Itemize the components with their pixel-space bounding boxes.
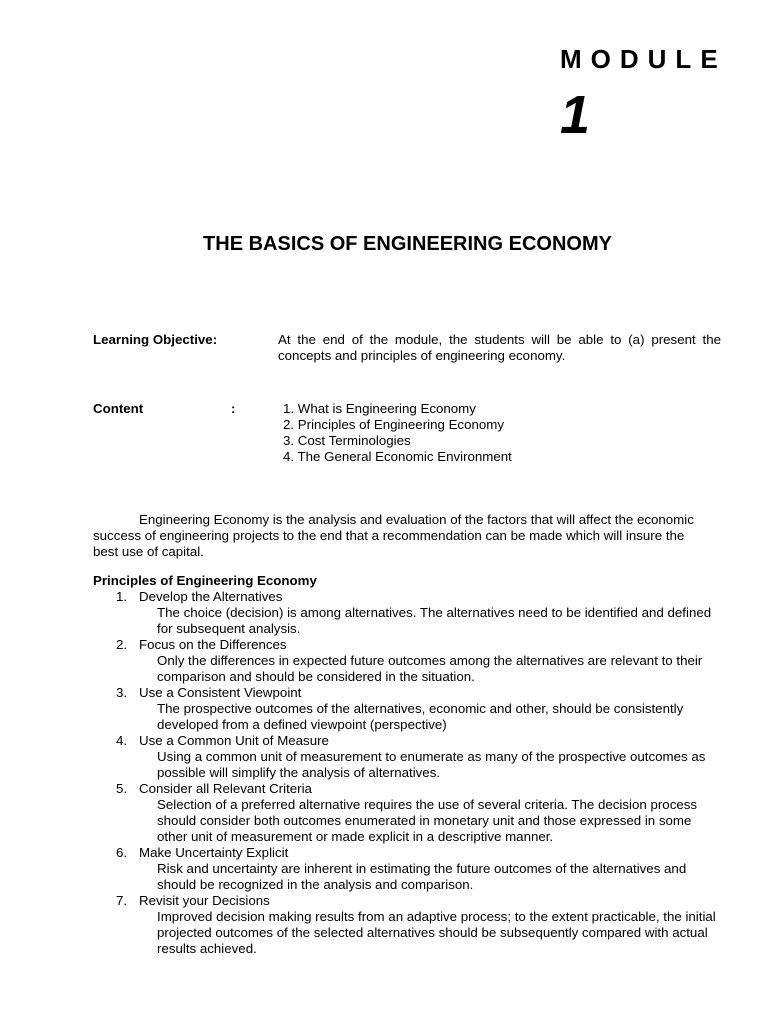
principle-number: 6. [116, 845, 128, 860]
principle-item [93, 589, 723, 637]
principle-number: 3. [116, 685, 128, 700]
principle-title: Use a Common Unit of Measure [139, 733, 329, 748]
principle-title: Revisit your Decisions [139, 893, 270, 908]
principle-description: The prospective outcomes of the alternatives, economic and other, should be consistently developed from a defined viewpoint (perspective) [157, 701, 684, 732]
principle-title: Consider all Relevant Criteria [139, 781, 312, 796]
principle-description: Risk and uncertainty are inherent in estimating the future outcomes of the alternatives and should be recognized in the analysis and comparison. [157, 861, 687, 892]
content-item: 1. What is Engineering Economy [283, 401, 476, 416]
module-label: MODULE [560, 44, 727, 74]
principle-title: Use a Consistent Viewpoint [139, 685, 302, 700]
content-item: 3. Cost Terminologies [283, 433, 411, 448]
content-colon: : [231, 401, 236, 416]
principle-number: 5. [116, 781, 128, 796]
principle-item [93, 685, 723, 733]
module-number: 1 [560, 85, 591, 145]
content-label: Content [93, 401, 144, 416]
principle-description: Using a common unit of measurement to enumerate as many of the prospective outcomes as possible will simplify the analysis of alternatives. [157, 749, 706, 780]
principle-number: 7. [116, 893, 128, 908]
principle-number: 4. [116, 733, 128, 748]
principle-item [93, 781, 723, 845]
principle-title: Focus on the Differences [139, 637, 287, 652]
principle-description: Improved decision making results from an adaptive process; to the extent practicable, the initial projected outcomes of the selected alternatives should be subsequently compared with actual results achieved. [157, 909, 716, 956]
intro-paragraph: Engineering Economy is the analysis and evaluation of the factors that will affect the economic success of engineering projects to the end that a recommendation can be made which will insure the best use of capital. [93, 512, 694, 559]
principle-title: Make Uncertainty Explicit [139, 845, 289, 860]
principle-title: Develop the Alternatives [139, 589, 283, 604]
principle-item [93, 845, 723, 893]
principles-section [93, 573, 723, 957]
content-item: 4. The General Economic Environment [283, 449, 512, 464]
principles-heading: Principles of Engineering Economy [93, 573, 317, 588]
principle-number: 2. [116, 637, 128, 652]
content-list [283, 401, 512, 465]
principle-description: The choice (decision) is among alternatives. The alternatives need to be identified and defined for subsequent analysis. [157, 605, 712, 636]
principle-item [93, 893, 723, 957]
learning-objective-text: At the end of the module, the students will be able to (a) present the concepts and principles of engineering economy. [278, 332, 721, 363]
content-item: 2. Principles of Engineering Economy [283, 417, 504, 432]
principle-number: 1. [116, 589, 128, 604]
principle-description: Selection of a preferred alternative requires the use of several criteria. The decision process should consider both outcomes enumerated in monetary unit and those expressed in some other unit of measurement or made explicit in a descriptive manner. [157, 797, 698, 844]
learning-objective-label: Learning Objective: [93, 332, 218, 347]
principles-list [93, 589, 723, 957]
principle-description: Only the differences in expected future outcomes among the alternatives are relevant to their comparison and should be considered in the situation. [157, 653, 703, 684]
document-title: THE BASICS OF ENGINEERING ECONOMY [203, 233, 612, 255]
principle-item [93, 637, 723, 685]
principle-item [93, 733, 723, 781]
